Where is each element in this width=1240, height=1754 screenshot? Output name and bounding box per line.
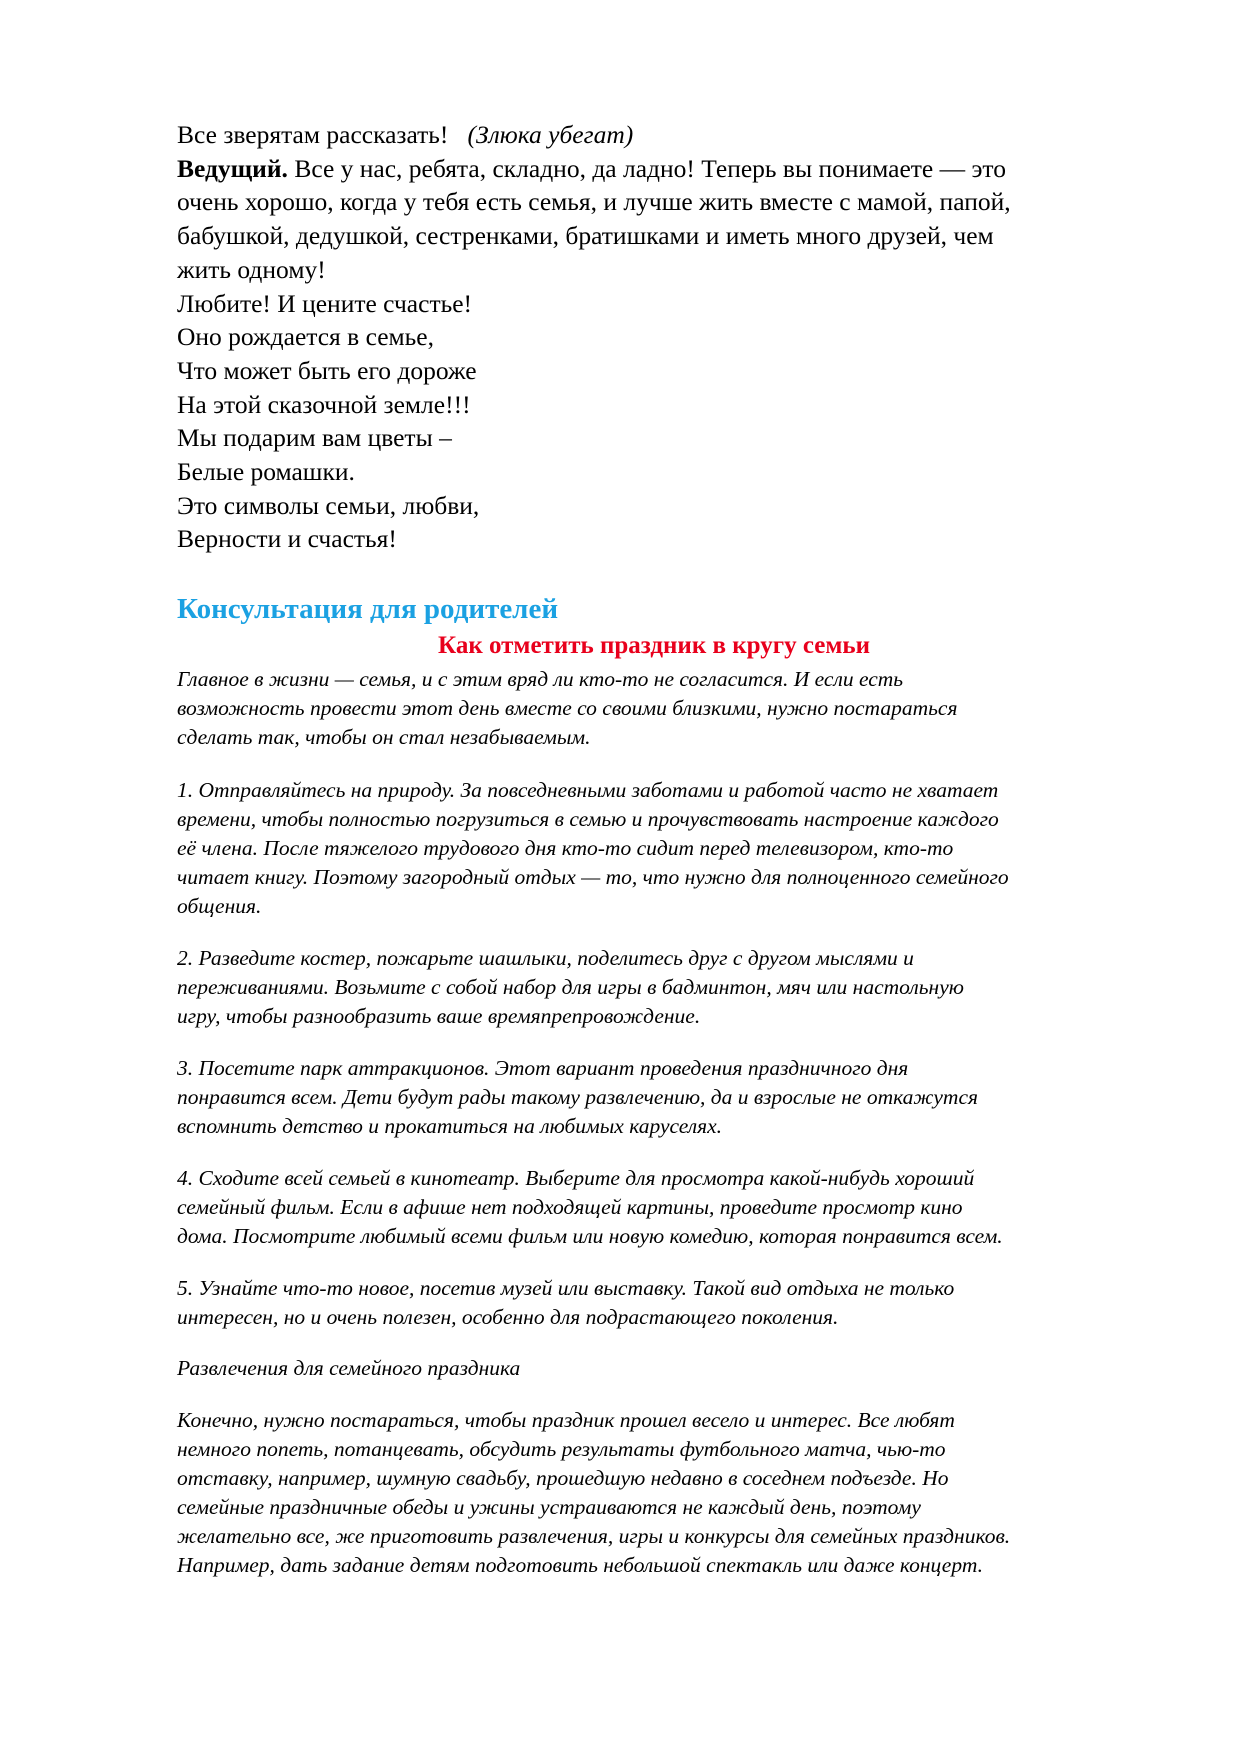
paragraph-line: 4. Сходите всей семьей в кинотеатр. Выберите для просмотра какой-нибудь хороший (177, 1166, 975, 1190)
verse-line: Оно рождается в семье, (177, 322, 434, 352)
paragraph-line: 1. Отправляйтесь на природу. За повседневными заботами и работой часто не хватает (177, 778, 999, 802)
paragraph-line: переживаниями. Возьмите с собой набор для игры в бадминтон, мяч или настольную (177, 975, 964, 999)
tip-5-paragraph (177, 1274, 954, 1332)
paragraph-line: вспомнить детство и прокатиться на любимых каруселях. (177, 1114, 723, 1138)
tip-4-paragraph (177, 1164, 1003, 1251)
speaker-name: Ведущий. (177, 153, 288, 183)
paragraph-line: понравится всем. Дети будут рады такому развлечению, да и взрослые не откажутся (177, 1085, 978, 1109)
consultation-heading: Консультация для родителей (177, 593, 559, 625)
entertainment-paragraph (177, 1406, 1010, 1580)
paragraph-line: 2. Разведите костер, пожарьте шашлыки, поделитесь друг с другом мыслями и (177, 946, 914, 970)
paragraph-line: семейный фильм. Если в афише нет подходящей картины, проведите просмотр кино (177, 1195, 963, 1219)
paragraph-line: 3. Посетите парк аттракционов. Этот вариант проведения праздничного дня (177, 1056, 909, 1080)
tip-1-paragraph (177, 776, 1009, 921)
paragraph-line: интересен, но и очень полезен, особенно для подрастающего поколения. (177, 1305, 839, 1329)
speech-text: Все у нас, ребята, складно, да ладно! Теперь вы понимаете — это (287, 153, 1006, 183)
intro-paragraph (177, 665, 957, 752)
speech-line: очень хорошо, когда у тебя есть семья, и лучше жить вместе с мамой, папой, (177, 187, 1011, 217)
paragraph-line: её члена. После тяжелого трудового дня кто-то сидит перед телевизором, кто-то (177, 836, 954, 860)
speech-line (177, 152, 1011, 186)
stage-direction: (Злюка убегат) (467, 120, 634, 149)
verse-line: Любите! И цените счастье! (177, 288, 473, 318)
paragraph-line: отставку, например, шумную свадьбу, прошедшую недавно в соседнем подъезде. Но (177, 1466, 949, 1490)
verse-line: На этой сказочной земле!!! (177, 389, 471, 419)
paragraph-line: Конечно, нужно постараться, чтобы праздник прошел весело и интерес. Все любят (177, 1408, 955, 1432)
speech-line: жить одному! (177, 254, 326, 284)
paragraph-line: сделать так, чтобы он стал незабываемым. (177, 725, 591, 749)
speech-line: бабушкой, дедушкой, сестренками, братишками и иметь много друзей, чем (177, 221, 994, 251)
paragraph-line: немного попеть, потанцевать, обсудить результаты футбольного матча, чью-то (177, 1437, 946, 1461)
poem-block (177, 118, 1011, 556)
paragraph-line: времени, чтобы полностью погрузиться в семью и прочувствовать настроение каждого (177, 807, 999, 831)
verse-line: Что может быть его дороже (177, 355, 477, 385)
line-text: Все зверятам рассказать! (177, 120, 449, 149)
paragraph-line: Например, дать задание детям подготовить небольшой спектакль или даже концерт. (177, 1553, 983, 1577)
paragraph-line: семейные праздничные обеды и ужины устраиваются не каждый день, поэтому (177, 1495, 921, 1519)
verse-line: Это символы семьи, любви, (177, 490, 480, 520)
paragraph-line: игру, чтобы разнообразить ваше времяпрепровождение. (177, 1004, 701, 1028)
entertainment-heading: Развлечения для семейного праздника (177, 1356, 521, 1380)
paragraph-line: дома. Посмотрите любимый всеми фильм или новую комедию, которая понравится всем. (177, 1224, 1003, 1248)
paragraph-line: общения. (177, 894, 262, 918)
tip-2-paragraph (177, 944, 964, 1031)
paragraph-line: Главное в жизни — семья, и с этим вряд ли кто-то не согласится. И если есть (177, 667, 904, 691)
paragraph-line: желательно все, же приготовить развлечения, игры и конкурсы для семейных праздников. (177, 1524, 1011, 1548)
verse-line: Белые ромашки. (177, 457, 355, 487)
tip-3-paragraph (177, 1054, 978, 1141)
poem-line (177, 118, 1011, 152)
verse-line: Мы подарим вам цветы – (177, 423, 452, 453)
consultation-subheading: Как отметить праздник в кругу семьи (438, 632, 870, 659)
paragraph-line: 5. Узнайте что-то новое, посетив музей или выставку. Такой вид отдыха не только (177, 1276, 955, 1300)
paragraph-line: возможность провести этот день вместе со своими близкими, нужно постараться (177, 696, 958, 720)
paragraph-line: читает книгу. Поэтому загородный отдых — то, что нужно для полноценного семейного (177, 865, 1009, 889)
verse-line: Верности и счастья! (177, 524, 397, 554)
